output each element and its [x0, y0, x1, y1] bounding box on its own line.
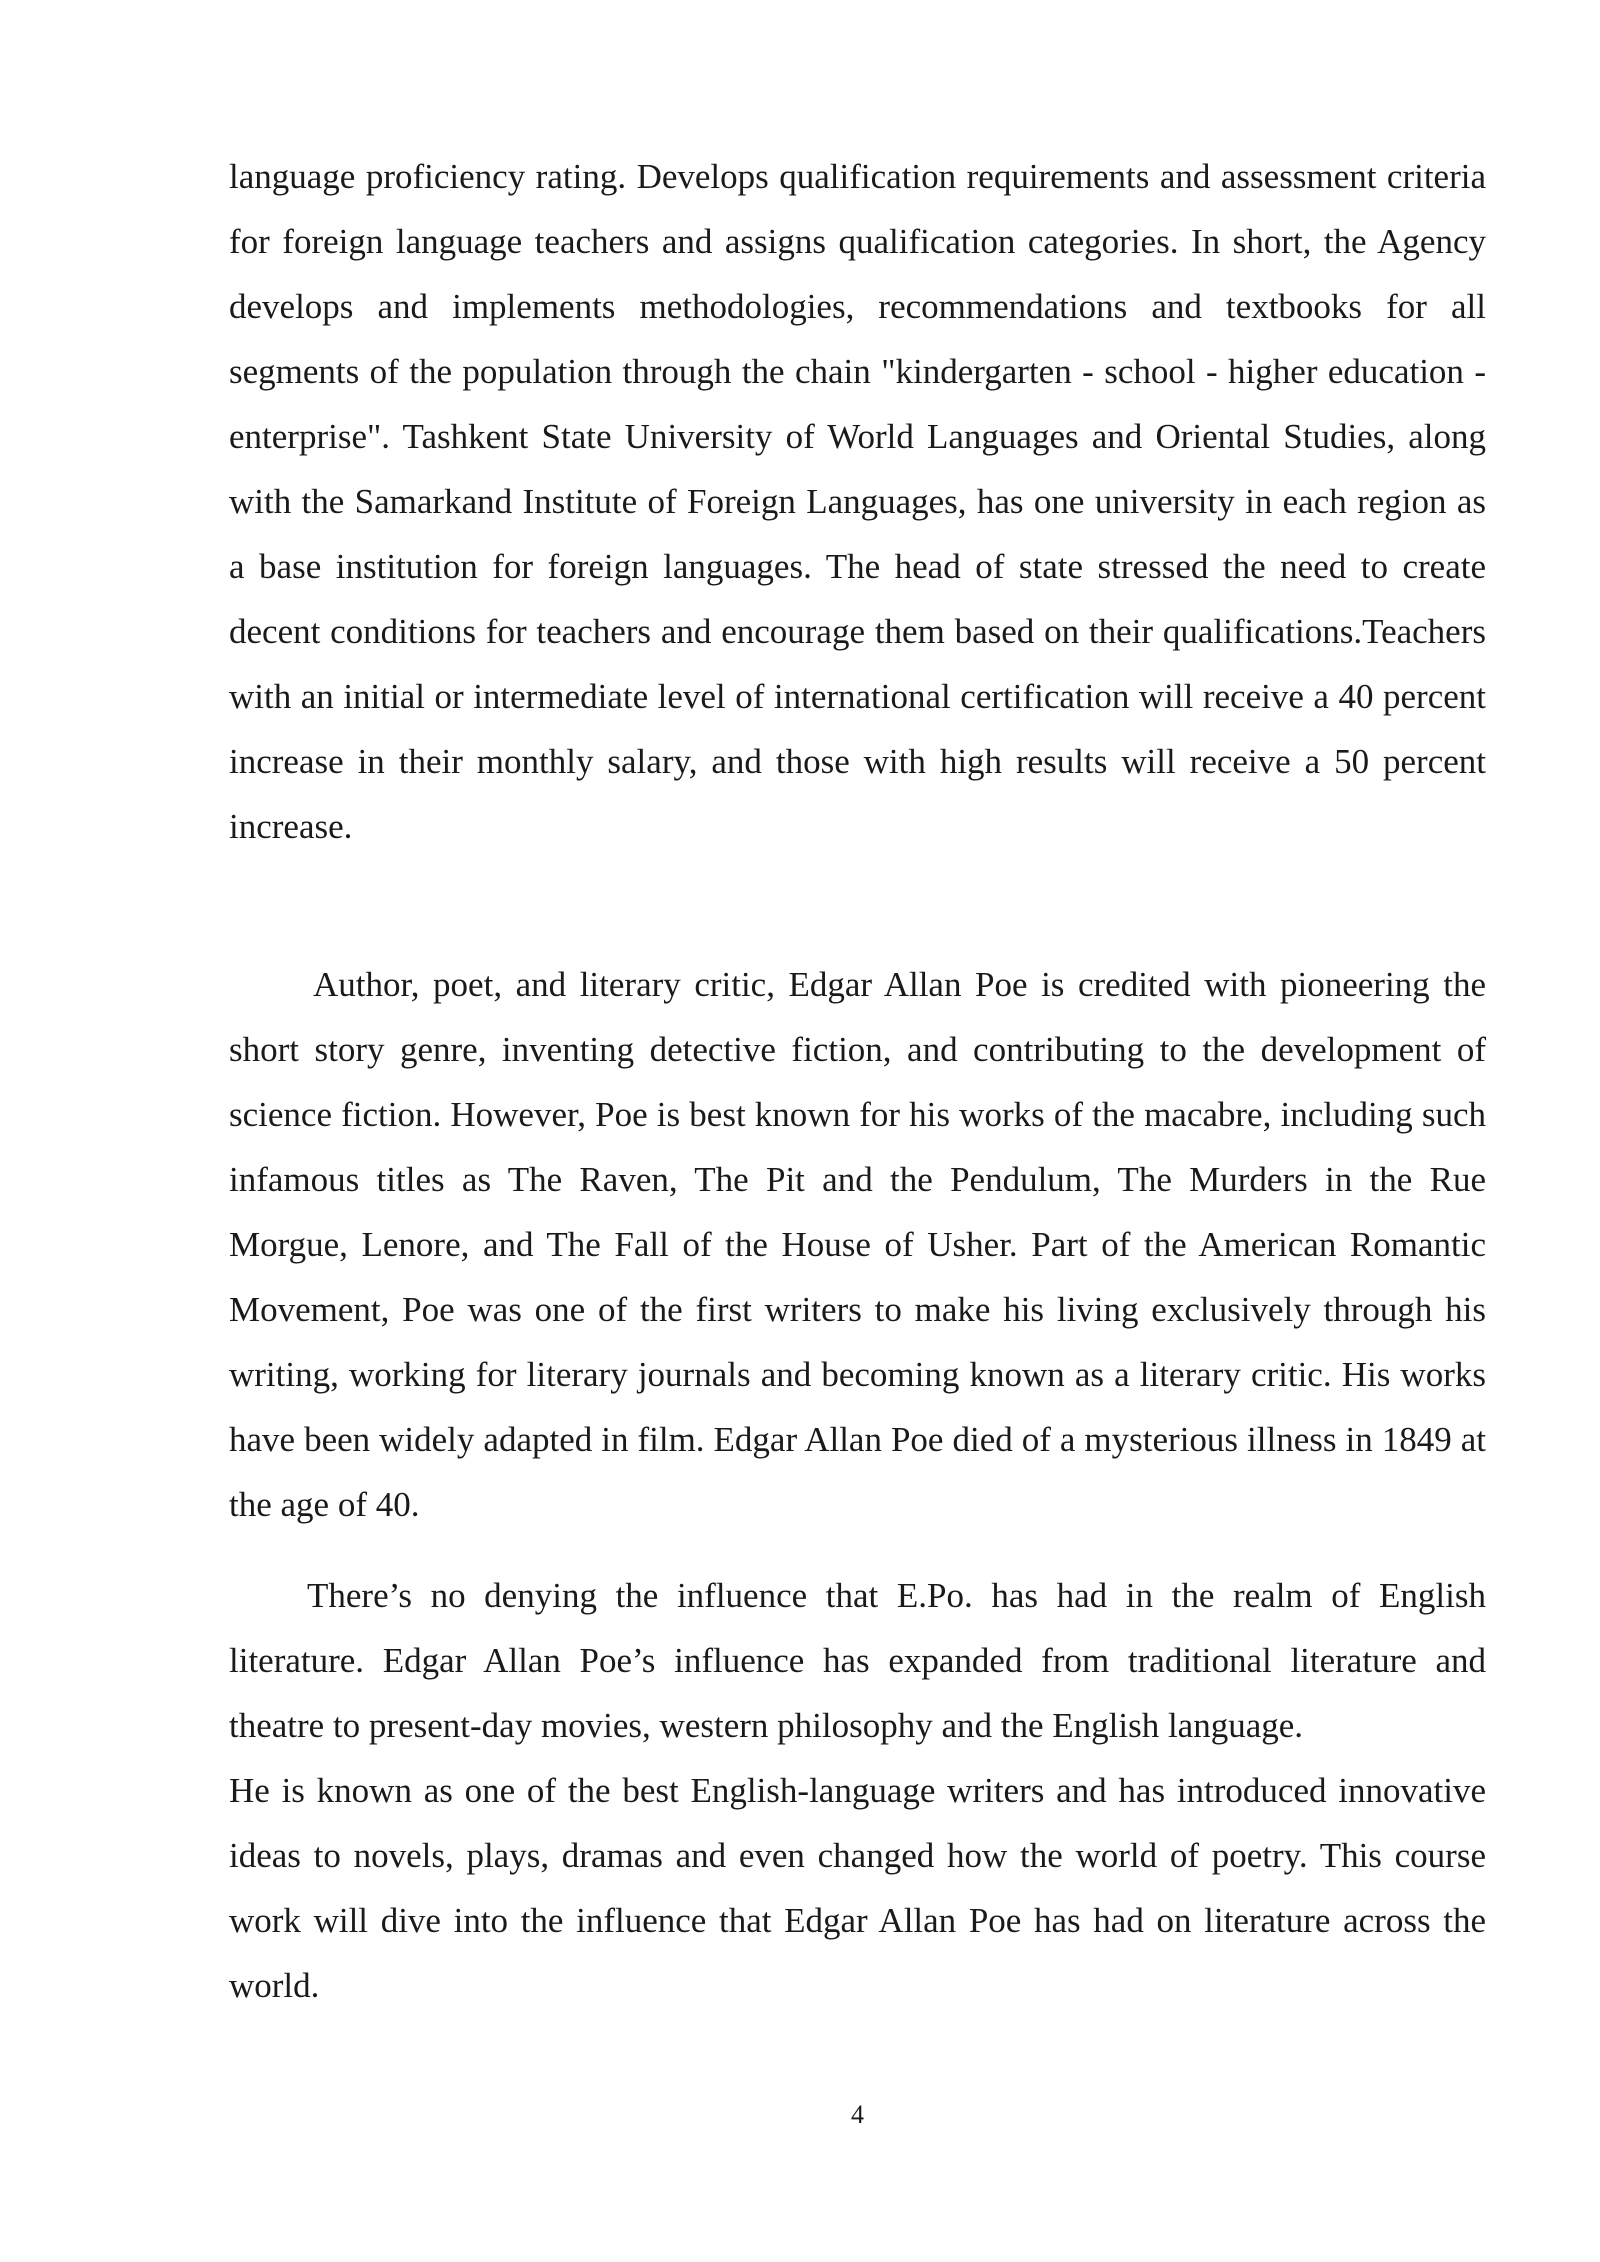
- body-text-section: [229, 144, 1486, 859]
- paragraph-language-agency: language proficiency rating. Develops qualification requirements and assessment criteria for foreign language teachers and assigns qualification categories. In short, the Agency develops and implements methodologies, recommendations and textbooks for all segments of the population through the chain "kindergarten - school - higher education - enterprise". Tashkent State University of World Languages and Oriental Studies, along with the Samarkand Institute of Foreign Languages, has one university in each region as a base institution for foreign languages. The head of state stressed the need to create decent conditions for teachers and encourage them based on their qualifications.Teachers with an initial or intermediate level of international certification will receive a 40 percent increase in their monthly salary, and those with high results will receive a 50 percent increase.: [229, 157, 1486, 846]
- page-number: 4: [851, 2100, 864, 2129]
- body-text-section: [229, 952, 1486, 1537]
- paragraph-poe-biography: Author, poet, and literary critic, Edgar Allan Poe is credited with pioneering the short story genre, inventing detective fiction, and contributing to the development of science fiction. However, Poe is best known for his works of the macabre, including such infamous titles as The Raven, The Pit and the Pendulum, The Murders in the Rue Morgue, Lenore, and The Fall of the House of Usher. Part of the American Romantic Movement, Poe was one of the first writers to make his living exclusively through his writing, working for literary journals and becoming known as a literary critic. His works have been widely adapted in film. Edgar Allan Poe died of a mysterious illness in 1849 at the age of 40.: [229, 965, 1486, 1524]
- body-text-section: [229, 1563, 1486, 2018]
- paragraph-course-work-intro: He is known as one of the best English-language writers and has introduced innovative ideas to novels, plays, dramas and even changed how the world of poetry. This course work will dive into the influence that Edgar Allan Poe has had on literature across the world.: [229, 1771, 1486, 2005]
- paragraph-poe-influence: There’s no denying the influence that E.Po. has had in the realm of English literature. Edgar Allan Poe’s influence has expanded from traditional literature and theatre to present-day movies, western philosophy and the English language.: [229, 1576, 1486, 1745]
